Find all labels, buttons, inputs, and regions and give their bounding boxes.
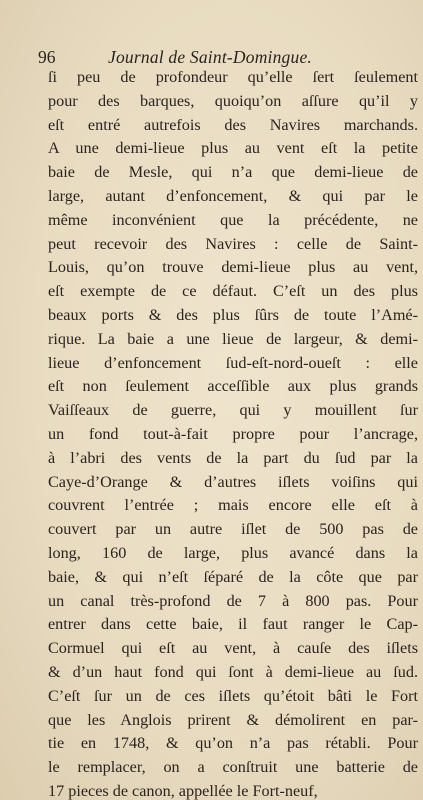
text-line: pour des barques, quoiqu’on aſſure qu’il y <box>48 91 418 110</box>
text-line: eſt entré autrefois des Navires marchands. <box>48 115 418 134</box>
text-line: entrer dans cette baie, il faut ranger le Cap- <box>48 615 418 634</box>
text-line: le remplacer, on a conſtruit une batterie de <box>48 758 418 777</box>
running-title: Journal de Saint-Domingue. <box>108 47 312 67</box>
text-line: peut recevoir des Navires : celle de Saint- <box>48 234 418 253</box>
text-line: C’eſt ſur un de ces iſlets qu’étoit bâti le Fort <box>48 686 418 705</box>
text-line: 17 pieces de canon, appellée le Fort-neuf, <box>48 781 318 800</box>
text-line: couvrent l’entrée ; mais encore elle eſt à <box>48 496 418 515</box>
body-text <box>48 66 418 800</box>
text-line: eſt non ſeulement acceſſible aux plus grands <box>48 377 418 396</box>
text-line: beaux ports & des plus ſûrs de toute l’Amé- <box>48 305 418 324</box>
text-line: A une demi-lieue plus au vent eſt la petite <box>48 139 418 158</box>
text-line: à l’abri des vents de la part du ſud par la <box>48 448 418 467</box>
text-line: Cormuel qui eſt au vent, à cauſe des iſlets <box>48 639 418 658</box>
text-line: baie de Mesle, qui n’a que demi-lieue de <box>48 163 418 182</box>
text-line: même inconvénient que la précédente, ne <box>48 210 418 229</box>
text-line: rique. La baie a une lieue de largeur, & demi- <box>48 329 418 348</box>
text-line: & d’un haut fond qui ſont à demi-lieue au ſud. <box>48 662 418 681</box>
text-line: baie, & qui n’eſt ſéparé de la côte que par <box>48 567 418 586</box>
text-line: Louis, qu’on trouve demi-lieue plus au vent, <box>48 258 418 277</box>
page-number: 96 <box>38 47 56 67</box>
text-line: ſi peu de profondeur qu’elle ſert ſeulement <box>48 68 418 86</box>
text-line: large, autant d’enfoncement, & qui par le <box>48 186 418 205</box>
text-line: que les Anglois prirent & démolirent en par- <box>48 710 418 729</box>
text-line: tie en 1748, & qu’on n’a pas rétabli. Pour <box>48 734 418 753</box>
text-line: long, 160 de large, plus avancé dans la <box>48 543 418 562</box>
text-line: couvert par un autre iſlet de 500 pas de <box>48 520 418 539</box>
text-line: Caye-d’Orange & d’autres iſlets voiſins qui <box>48 472 418 491</box>
text-line: un canal très-profond de 7 à 800 pas. Pour <box>48 591 418 610</box>
text-line: Vaiſſeaux de guerre, qui y mouillent ſur <box>48 401 418 420</box>
text-line: eſt exempte de ce défaut. C’eſt un des plus <box>48 282 418 301</box>
text-line: lieue d’enfoncement ſud-eſt-nord-oueſt : elle <box>48 353 418 372</box>
text-line: un fond tout-à-fait propre pour l’ancrage, <box>48 424 418 443</box>
